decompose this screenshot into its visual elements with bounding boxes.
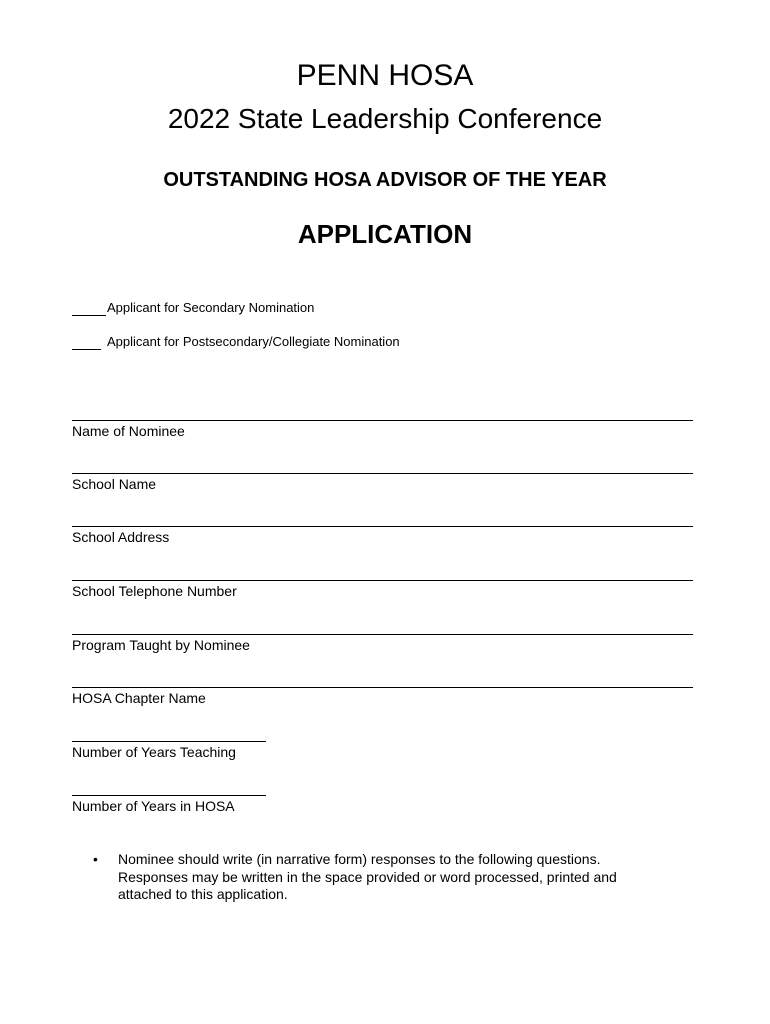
nomination-option-label: Applicant for Secondary Nomination	[107, 300, 315, 315]
nomination-option-secondary	[72, 300, 314, 316]
checkbox-blank-secondary[interactable]	[72, 303, 106, 316]
years-teaching-field[interactable]	[72, 741, 266, 742]
chapter-name-label: HOSA Chapter Name	[72, 690, 206, 706]
award-title: OUTSTANDING HOSA ADVISOR OF THE YEAR	[163, 169, 607, 191]
years-teaching-label: Number of Years Teaching	[72, 744, 236, 760]
program-taught-label: Program Taught by Nominee	[72, 637, 250, 653]
years-hosa-label: Number of Years in HOSA	[72, 798, 235, 814]
list-item	[90, 851, 670, 904]
years-hosa-field[interactable]	[72, 795, 266, 796]
page-title: APPLICATION	[297, 219, 473, 249]
school-telephone-field[interactable]	[72, 580, 693, 581]
school-telephone-label: School Telephone Number	[72, 583, 237, 599]
nominee-name-label: Name of Nominee	[72, 423, 185, 439]
nomination-option-postsecondary	[72, 334, 400, 350]
org-title: PENN HOSA	[296, 59, 474, 92]
nominee-name-field[interactable]	[72, 420, 693, 421]
school-name-field[interactable]	[72, 473, 693, 474]
bullet-icon: •	[93, 851, 98, 867]
checkbox-blank-postsecondary[interactable]	[72, 337, 101, 350]
program-taught-field[interactable]	[72, 634, 693, 635]
school-address-field[interactable]	[72, 526, 693, 527]
chapter-name-field[interactable]	[72, 687, 693, 688]
school-name-label: School Name	[72, 476, 157, 492]
conference-title: 2022 State Leadership Conference	[167, 103, 603, 134]
school-address-label: School Address	[72, 529, 170, 545]
instructions-list	[90, 851, 670, 904]
instruction-text: Nominee should write (in narrative form) responses to the following questions. Responses may be written in the space provided or word processed, printed and attached to this application.	[118, 851, 617, 902]
nomination-option-label: Applicant for Postsecondary/Collegiate Nomination	[107, 334, 400, 349]
